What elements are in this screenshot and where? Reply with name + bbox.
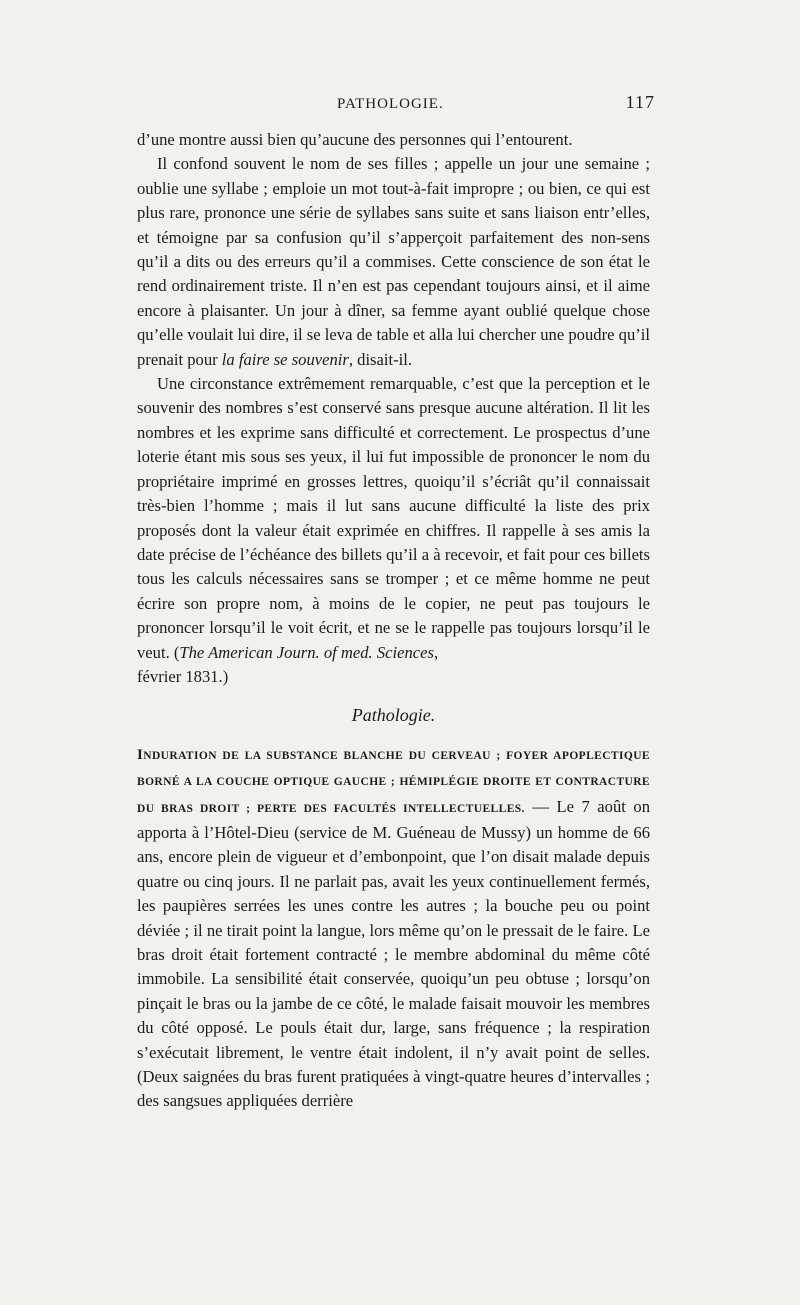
page-number: 117: [625, 92, 655, 112]
paragraph-numbers-text: Une circonstance extrêmement remarquable, c’est que la perception et le souvenir des nombres s’est conservé sans presque aucune altération. Il lit les nombres et les exprime sans difficulté et correctement. Le prospectus d’une loterie étant mis sous ses yeux, il lui fut impossible de prononcer le nom du propriétaire imprimé en grosses lettres, quoiqu’il s’écriât qu’il connaissait très-bien l’homme ; mais il lut sans aucune difficulté la liste des prix proposés dont la valeur était exprimée en chiffres. Il rappelle à ses amis la date précise de l’échéance des billets qu’il a à recevoir, et fait pour ces billets tous les calculs nécessaires sans se tromper ; et ce même homme ne peut écrire son propre nom, à moins de le copier, ne peut pas toujours le prononcer lorsqu’il le voit écrit, et ne se le rappelle pas toujours lorsqu’il le veut. (: [137, 374, 650, 662]
running-title: PATHOLOGIE.: [337, 96, 444, 112]
paragraph-confusion-text: Il confond souvent le nom de ses filles ; appelle un jour une semaine ; oublie une syllabe ; emploie un mot tout-à-fait impropre ; ou bien, ce qui est plus rare, prononce une série de syllabes sans suite et sans liaison entr’elles, et témoigne par sa confusion qu’il s’apperçoit parfaitement des non-sens qu’il a dits ou des erreurs qu’il a commises. Cette conscience de son état le rend ordinairement triste. Il n’en est pas cependant toujours ainsi, et il aime encore à plaisanter. Un jour à dîner, sa femme ayant oublié quelque chose qu’elle voulait lui dire, il se leva de table et alla lui chercher une poudre qu’il prenait pour: [137, 154, 650, 369]
body-text: [137, 128, 650, 1114]
case-heading-initial: I: [137, 746, 144, 763]
case-paragraph: [137, 742, 650, 1114]
journal-citation: The American Journ. of med. Sciences: [179, 642, 434, 662]
paragraph-continuation: d’une montre aussi bien qu’aucune des personnes qui l’entourent.: [137, 130, 573, 149]
running-head: [137, 90, 655, 128]
section-title: Pathologie.: [351, 705, 436, 726]
citation-comma: ,: [433, 642, 439, 662]
paragraph-confusion: [137, 152, 650, 372]
case-heading-text: NDURATION DE LA SUBSTANCE BLANCHE DU CERVEAU ; FOYER APOPLECTIQUE BORNÉ A LA COUCHE OPTIQUE GAUCHE ; HÉMIPLÉGIE DROITE ET CONTRACTURE DU BRAS DROIT ; PERTE DES FACULTÉS INTELLECTUELLES.: [137, 749, 650, 815]
italic-phrase: la faire se souvenir: [221, 349, 349, 369]
citation-date: février 1831.): [137, 666, 229, 686]
phrase-end: , disait-il.: [348, 349, 412, 369]
book-page: [0, 90, 800, 1305]
case-text: — Le 7 août on apporta à l’Hôtel-Dieu (service de M. Guéneau de Mussy) un homme de 66 ans, encore plein de vigueur et d’embonpoint, que l’on disait malade depuis quatre ou cinq jours. Il ne parlait pas, avait les yeux continuellement fermés, les paupières serrées les unes contre les autres ; la bouche peu ou point déviée ; il ne tirait point la langue, lors même qu’on le pressait de le faire. Le bras droit était fortement contracté ; le membre abdominal du même côté immobile. La sensibilité était conservée, quoiqu’un peu obtuse ; lorsqu’on pinçait le bras ou la jambe de ce côté, le malade faisait mouvoir les membres du côté opposé. Le pouls était dur, large, sans fréquence ; la respiration s’exécutait librement, le ventre était indolent, il n’y avait point de selles. (Deux saignées du bras furent pratiquées à vingt-quatre heures d’intervalles ; des sangsues appliquées derrière: [137, 796, 650, 1111]
paragraph-numbers: [137, 372, 650, 665]
